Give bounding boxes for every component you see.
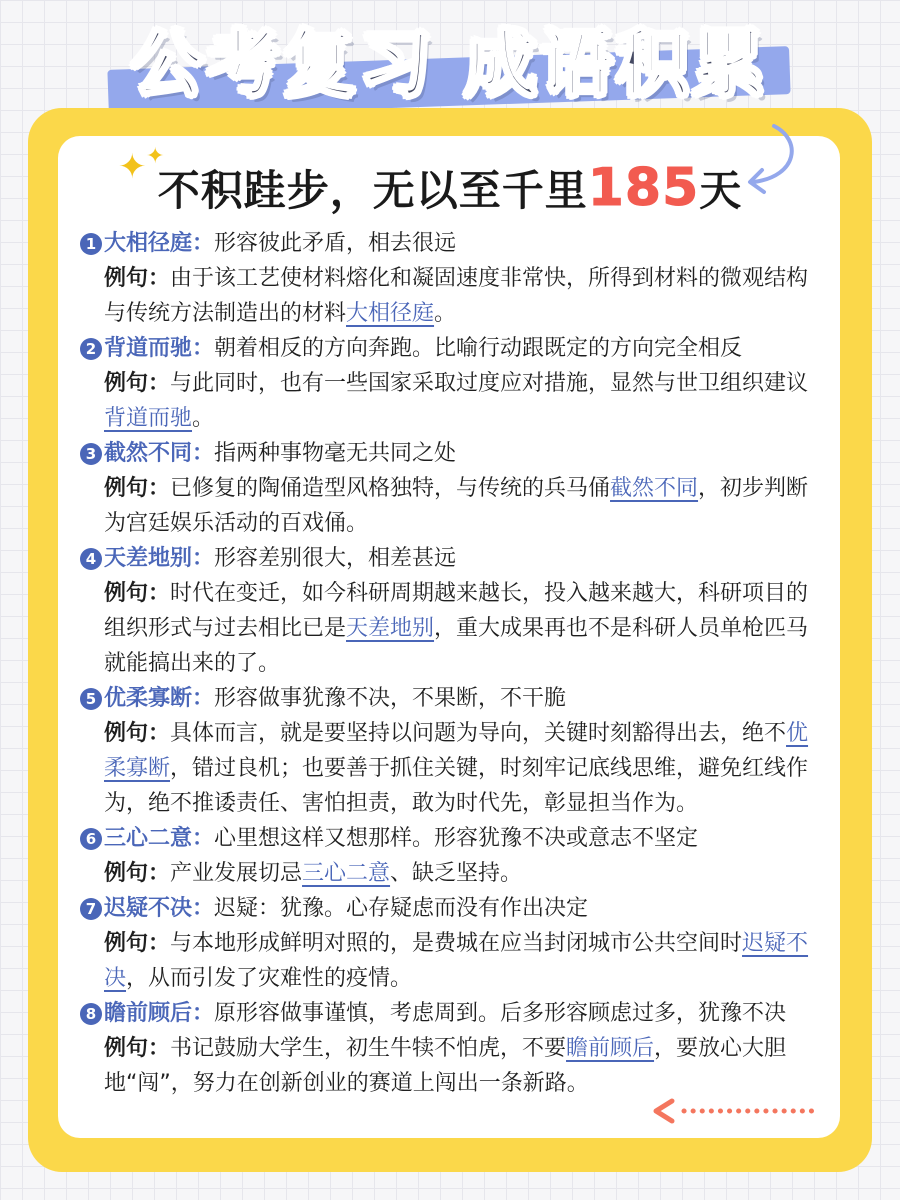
idiom-definition-line [80,681,820,716]
idiom-term: 优柔寡断： [104,686,215,711]
idiom-term: 大相径庭： [104,231,215,256]
example-sentence [80,1031,820,1101]
example-text-before: 由于该工艺使材料熔化和凝固速度非常快，所得到材料的微观结构与传统方法制造出的材料 [104,266,809,326]
number-badge: 7 [80,898,102,920]
idiom-item-4 [80,541,820,681]
example-text-after: 。 [192,406,215,431]
example-label: 例句： [104,1036,171,1061]
number-badge: 8 [80,1003,102,1025]
number-badge: 2 [80,338,102,360]
idiom-definition: 原形容做事谨慎，考虑周到。后多形容顾虑过多，犹豫不决 [214,1001,787,1026]
example-highlight: 大相径庭 [346,301,435,326]
idiom-definition-line [80,891,820,926]
example-highlight: 优柔寡断 [104,721,809,781]
idiom-item-6 [80,821,820,891]
sparkle-icon: ✦ [118,147,147,187]
example-highlight: 迟疑不决 [104,931,809,991]
idiom-definition-line [80,996,820,1031]
idiom-definition-line [80,821,820,856]
example-text-after: ，要放心大胆地“闯”，努力在创新创业的赛道上闯出一条新路。 [104,1036,787,1096]
idiom-term: 迟疑不决： [104,896,215,921]
example-text-before: 与此同时，也有一些国家采取过度应对措施，显然与世卫组织建议 [170,371,809,396]
example-text-before: 具体而言，就是要坚持以问题为导向，关键时刻豁得出去，绝不 [170,721,787,746]
page-title: 公考复习 成语积累 [131,22,769,106]
idiom-term: 背道而驰： [104,336,215,361]
example-sentence [80,856,820,891]
idiom-term: 天差地别： [104,546,215,571]
example-label: 例句： [104,721,171,746]
example-label: 例句： [104,371,171,396]
idiom-item-7 [80,891,820,996]
example-sentence [80,576,820,681]
subtitle [0,160,900,217]
number-badge: 6 [80,828,102,850]
dotted-arrow-icon [650,1096,820,1126]
idiom-item-8 [80,996,820,1101]
idiom-term: 截然不同： [104,441,215,466]
idiom-definition: 形容做事犹豫不决，不果断，不干脆 [214,686,567,711]
example-text-after: ，初步判断为宫廷娱乐活动的百戏俑。 [104,476,809,536]
idiom-definition-line [80,331,820,366]
idiom-item-3 [80,436,820,541]
number-badge: 5 [80,688,102,710]
number-badge: 4 [80,548,102,570]
idiom-list [80,226,820,1101]
example-text-before: 时代在变迁，如今科研周期越来越长，投入越来越大，科研项目的组织形式与过去相比已是 [104,581,809,641]
idiom-definition: 指两种事物毫无共同之处 [214,441,457,466]
example-highlight: 瞻前顾后 [566,1036,655,1061]
example-text-before: 已修复的陶俑造型风格独特，与传统的兵马俑 [170,476,611,501]
example-text-after: 。 [434,301,457,326]
idiom-item-1 [80,226,820,331]
example-sentence [80,926,820,996]
idiom-item-2 [80,331,820,436]
example-label: 例句： [104,581,171,606]
idiom-definition: 形容彼此矛盾，相去很远 [214,231,457,256]
example-text-after: 、缺乏坚持。 [390,861,523,886]
idiom-definition-line [80,436,820,471]
example-text-before: 产业发展切忌 [170,861,303,886]
number-badge: 3 [80,443,102,465]
idiom-term: 三心二意： [104,826,215,851]
example-highlight: 截然不同 [610,476,699,501]
idiom-item-5 [80,681,820,821]
idiom-definition-line [80,541,820,576]
idiom-definition: 迟疑：犹豫。心存疑虑而没有作出决定 [214,896,589,921]
example-label: 例句： [104,861,171,886]
example-label: 例句： [104,266,171,291]
example-sentence [80,716,820,821]
example-highlight: 天差地别 [346,616,435,641]
example-sentence [80,471,820,541]
example-label: 例句： [104,476,171,501]
number-badge: 1 [80,233,102,255]
example-sentence [80,261,820,331]
example-highlight: 背道而驰 [104,406,193,431]
sparkle-small-icon: ✦ [146,144,165,169]
idiom-definition: 朝着相反的方向奔跑。比喻行动跟既定的方向完全相反 [214,336,743,361]
day-count: 185 [587,158,700,218]
example-highlight: 三心二意 [302,861,391,886]
idiom-term: 瞻前顾后： [104,1001,215,1026]
example-text-after: ，从而引发了灾难性的疫情。 [126,966,413,991]
idiom-definition: 心里想这样又想那样。形容犹豫不决或意志不坚定 [214,826,699,851]
example-sentence [80,366,820,436]
example-text-before: 书记鼓励大学生，初生牛犊不怕虎，不要 [170,1036,567,1061]
day-unit: 天 [699,166,743,215]
example-text-after: ，重大成果再也不是科研人员单枪匹马就能搞出来的了。 [104,616,809,676]
idiom-definition: 形容差别很大，相差甚远 [214,546,457,571]
example-text-before: 与本地形成鲜明对照的，是费城在应当封闭城市公共空间时 [170,931,743,956]
example-text-after: ，错过良机；也要善于抓住关键，时刻牢记底线思维，避免红线作为，绝不推诿责任、害怕担责，敢为时代先，彰显担当作为。 [104,756,809,816]
example-label: 例句： [104,931,171,956]
subtitle-text: 不积跬步，无以至千里 [157,166,588,215]
idiom-definition-line [80,226,820,261]
